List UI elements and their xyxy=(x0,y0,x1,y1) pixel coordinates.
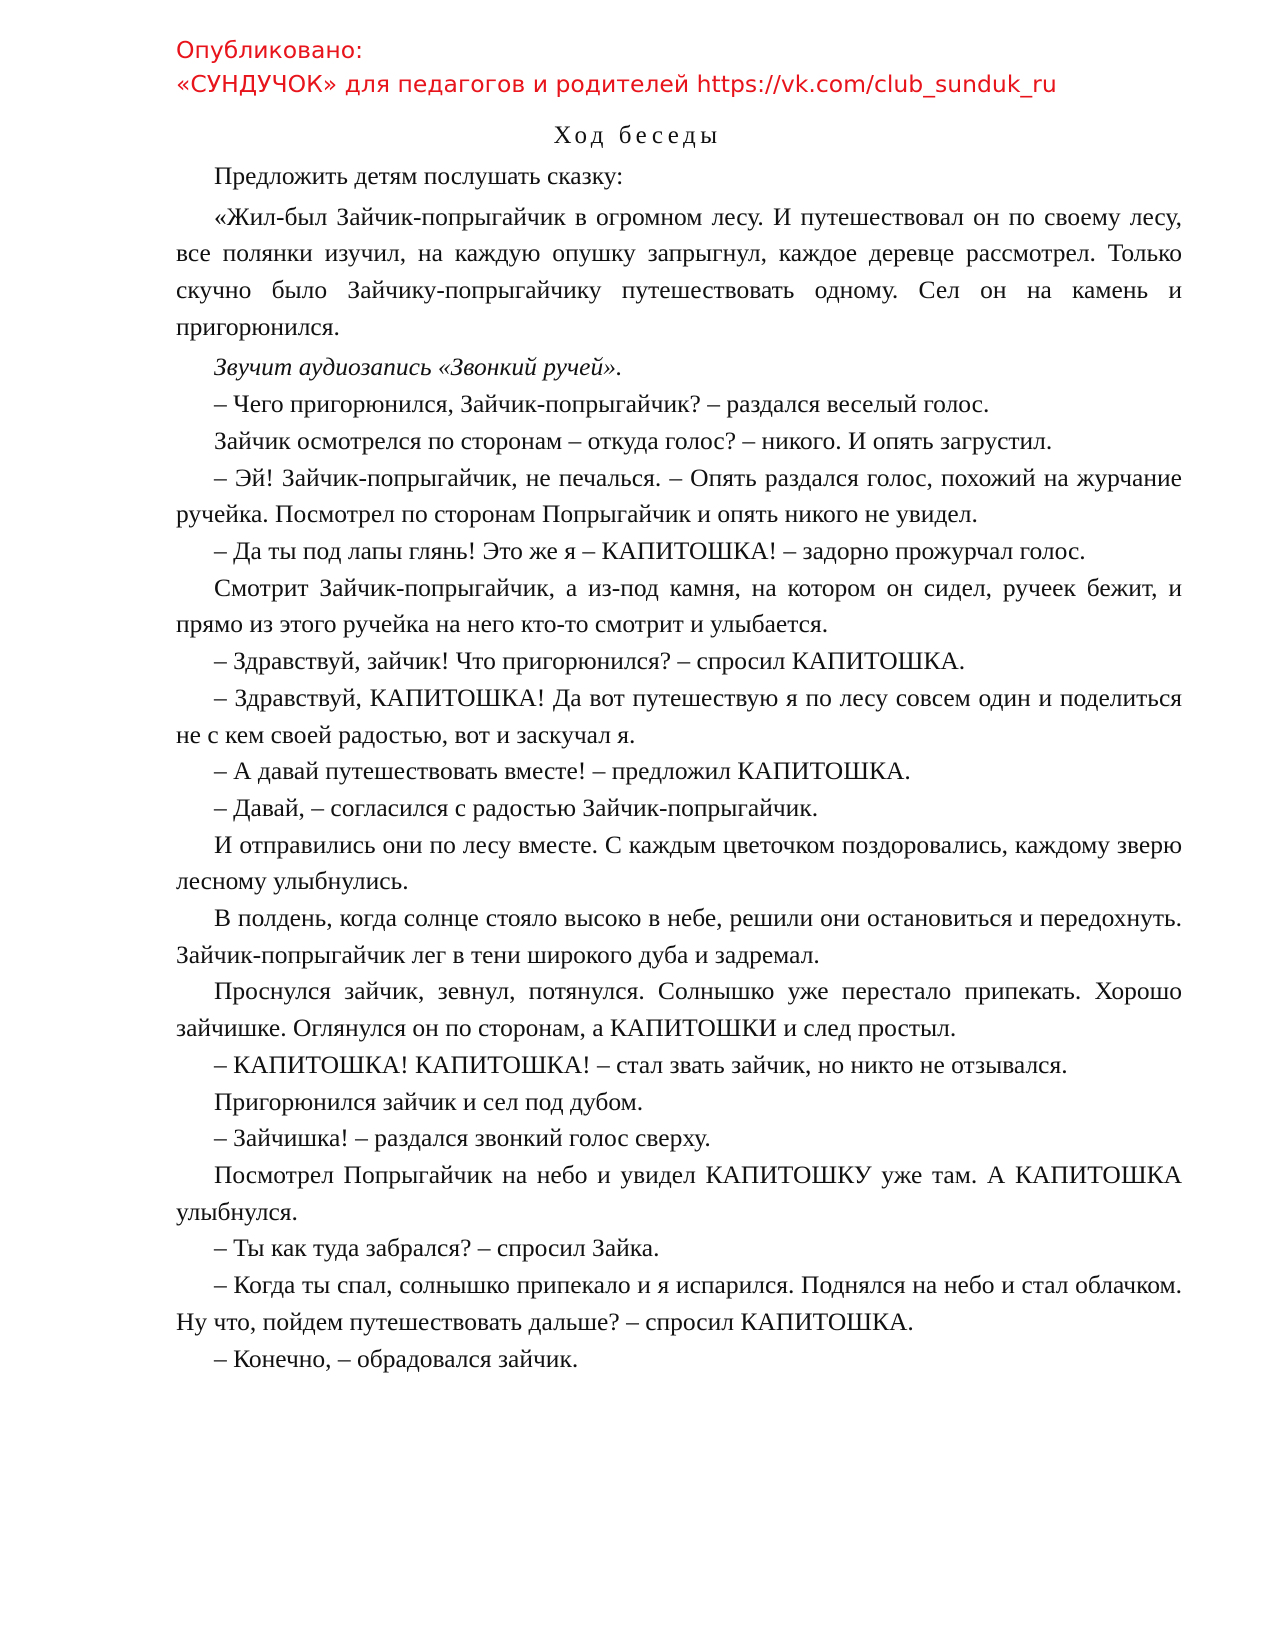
paragraph: И отправились они по лесу вместе. С каждым цветочком поздоровались, каждому зверю лесному улыбнулись. xyxy=(176,829,1182,896)
paragraph: – Здравствуй, КАПИТОШКА! Да вот путешествую я по лесу совсем один и поделиться не с кем своей радостью, вот и заскучал я. xyxy=(176,682,1182,749)
paragraph: – Конечно, – обрадовался зайчик. xyxy=(214,1343,579,1373)
paragraph: Посмотрел Попрыгайчик на небо и увидел КАПИТОШКУ уже там. А КАПИТОШКА улыбнулся. xyxy=(176,1159,1182,1226)
paragraph: – Да ты под лапы глянь! Это же я – КАПИТОШКА! – задорно прожурчал голос. xyxy=(214,536,1086,566)
paragraph: Смотрит Зайчик-попрыгайчик, а из-под камня, на котором он сидел, ручеек бежит, и прямо из этого ручейка на него кто-то смотрит и улыбается. xyxy=(176,572,1182,639)
paragraph: – Чего пригорюнился, Зайчик-попрыгайчик? – раздался веселый голос. xyxy=(214,389,990,419)
published-label: Опубликовано: xyxy=(176,36,364,64)
paragraph: – Эй! Зайчик-попрыгайчик, не печалься. – Опять раздался голос, похожий на журчание ручейка. Посмотрел по сторонам Попрыгайчик и опять никого не увидел. xyxy=(176,462,1182,529)
story-text xyxy=(176,158,1182,1377)
paragraph: Пригорюнился зайчик и сел под дубом. xyxy=(214,1086,644,1116)
paragraph: – Здравствуй, зайчик! Что пригорюнился? – спросил КАПИТОШКА. xyxy=(214,646,966,676)
paragraph: В полдень, когда солнце стояло высоко в небе, решили они остановиться и передохнуть. Зайчик-попрыгайчик лег в тени широкого дуба и задремал. xyxy=(176,903,1182,969)
paragraph-story-start: «Жил-был Зайчик-попрыгайчик в огромном лесу. И путешествовал он по своему лесу, все полянки изучил, на каждую опушку запрыгнул, каждое деревце рассмотрел. Только скучно было Зайчику-попрыгайчику путешествовать одному. Сел он на камень и пригорюнился. xyxy=(176,201,1182,341)
paragraph: Проснулся зайчик, зевнул, потянулся. Солнышко уже перестало припекать. Хорошо зайчишке. Оглянулся он по сторонам, а КАПИТОШКИ и след простыл. xyxy=(176,976,1182,1043)
paragraph: – А давай путешествовать вместе! – предложил КАПИТОШКА. xyxy=(214,756,911,786)
paragraph: – Зайчишка! – раздался звонкий голос сверху. xyxy=(214,1123,711,1153)
paragraph: – Когда ты спал, солнышко припекало и я испарился. Поднялся на небо и стал облачком. Ну что, пойдем путешествовать дальше? – спросил КАПИТОШКА. xyxy=(176,1270,1182,1336)
paragraph: Зайчик осмотрелся по сторонам – откуда голос? – никого. И опять загрустил. xyxy=(214,425,1053,455)
publication-source-line: «СУНДУЧОК» для педагогов и родителей https://vk.com/club_sunduk_ru xyxy=(176,70,1057,98)
paragraph: – Ты как туда забрался? – спросил Зайка. xyxy=(214,1233,660,1263)
publication-header xyxy=(176,33,1216,101)
paragraph: – КАПИТОШКА! КАПИТОШКА! – стал звать зайчик, но никто не отзывался. xyxy=(214,1049,1068,1079)
paragraph: – Давай, – согласился с радостью Зайчик-попрыгайчик. xyxy=(214,792,819,822)
section-title: Ход беседы xyxy=(553,122,722,149)
paragraph-audio-note: Звучит аудиозапись «Звонкий ручей». xyxy=(214,351,623,381)
paragraph-intro: Предложить детям послушать сказку: xyxy=(214,161,624,190)
